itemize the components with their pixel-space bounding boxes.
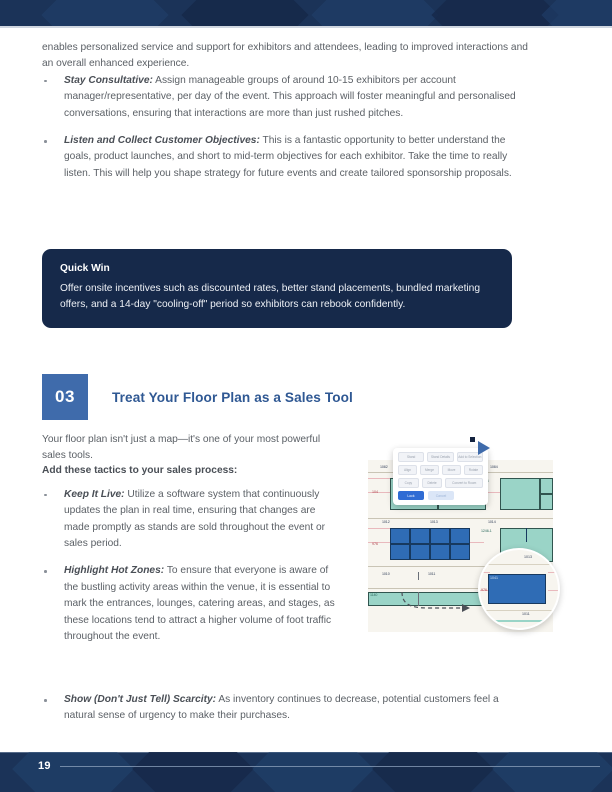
body-content (42, 40, 532, 193)
magnifier-label: 1041 (490, 576, 498, 580)
floorplan-stand (500, 478, 540, 510)
section-tail-bullet (42, 692, 502, 736)
bullet-text: As inventory continues to decrease, potential customers feel a natural sense of urgency to make their purchases. (64, 694, 499, 722)
context-menu-item-convert-to-room[interactable]: Convert to Room (445, 478, 483, 488)
floorplan-label: 1012 (382, 520, 390, 524)
floorplan-gridline (368, 518, 553, 519)
magnifier-gridline (480, 610, 558, 611)
list-item (42, 73, 532, 122)
context-menu-row (398, 465, 483, 475)
header-chevron (541, 0, 612, 26)
floorplan-stand-sold (410, 544, 430, 560)
context-menu-header-row (398, 452, 483, 462)
bullet-text: This is a fantastic opportunity to better understand the goals, product launches, and short to mid-term objectives for each exhibitor. Take the time to really listen. This will help you shape strategy for future events and create tailored sponsorship proposals. (64, 135, 512, 179)
header-decorative-band (0, 0, 612, 26)
section-title: Treat Your Floor Plan as a Sales Tool (112, 389, 353, 405)
list-item (42, 133, 532, 182)
section-heading (42, 374, 353, 420)
floorplan-stand-sold (430, 528, 450, 544)
list-item (42, 487, 342, 553)
header-rule (0, 26, 612, 28)
floorplan-label: 1140 (370, 593, 378, 597)
floorplan-label: 104 (372, 490, 378, 494)
bullet-lead: Highlight Hot Zones: (64, 565, 165, 577)
floorplan-stand-sold (450, 544, 470, 560)
floorplan-divider (418, 572, 419, 580)
bullet-lead: Show (Don't Just Tell) Scarcity: (64, 694, 217, 705)
floorplan-illustration (360, 432, 575, 632)
floorplan-stand-sold (390, 544, 410, 560)
section-subheading: Add these tactics to your sales process: (42, 464, 238, 476)
magnifier-aisle (548, 590, 558, 591)
selection-square-icon (470, 437, 475, 442)
section-bullet-list (42, 487, 342, 646)
floorplan-label: 1082 (380, 465, 388, 469)
page-number: 19 (38, 760, 51, 772)
context-menu-item-move[interactable]: Move (442, 465, 461, 475)
context-menu-item-merge[interactable]: Merge (420, 465, 439, 475)
header-chevron (311, 0, 438, 26)
magnifier-label: 1013 (524, 555, 532, 559)
bullet-text: Assign manageable groups of around 10-15 exhibitors per account manager/representative, per day of the event. This approach will foster meaningful and personalised conversations, ensuring that interactions are more than just rushed pitches. (64, 74, 516, 119)
magnifier-label: 1011 (522, 612, 530, 616)
footer-chevron (492, 752, 612, 792)
magnifier-aisle (548, 572, 558, 573)
list-item (42, 563, 342, 645)
floorplan-stand (540, 494, 553, 510)
bullet-lead: Listen and Collect Customer Objectives: (64, 135, 260, 147)
footer-chevron (12, 752, 134, 792)
quick-win-callout (42, 249, 512, 328)
floorplan-label: 1013 (430, 520, 438, 524)
floorplan-aisle (470, 542, 484, 543)
header-chevron (181, 0, 308, 26)
callout-text: Offer onsite incentives such as discounted rates, better stand placements, bundled marketing offers, and a 14-day "cooling-off" period so exhibitors can rebook confidently. (60, 283, 481, 311)
floorplan-aisle (486, 492, 500, 493)
footer-rule (60, 766, 600, 767)
floorplan-label: 1084 (490, 465, 498, 469)
floorplan-stand (540, 478, 553, 494)
lock-button[interactable]: Lock (398, 491, 424, 500)
top-bullet-list (42, 73, 532, 182)
context-menu-item-copy[interactable]: Copy (398, 478, 419, 488)
dashed-arrow-icon (398, 590, 478, 612)
context-menu-item-rotate[interactable]: Rotate (464, 465, 483, 475)
play-cursor-icon (477, 440, 491, 456)
footer-chevron (372, 752, 494, 792)
floorplan-stand-sold (430, 544, 450, 560)
tail-bullet-list (42, 692, 502, 725)
floorplan-stand-sold (390, 528, 410, 544)
context-chip[interactable]: Stand Details (427, 452, 453, 462)
magnifier-stand (488, 620, 548, 622)
context-menu-actions (398, 491, 483, 500)
context-menu-row (398, 478, 483, 488)
floorplan-aisle (368, 528, 390, 529)
magnifier-aisle (480, 572, 490, 573)
header-chevron (431, 0, 558, 26)
magnifier-gridline (480, 564, 558, 565)
floorplan-label: 1246-1 (481, 529, 492, 533)
cancel-button[interactable]: Cancel (428, 491, 454, 500)
floorplan-label: 1014 (488, 520, 496, 524)
footer-chevron (252, 752, 374, 792)
floorplan-label: 1011 (428, 572, 436, 576)
section-number-badge: 03 (42, 374, 88, 420)
section-intro: Your floor plan isn't just a map—it's one of your most powerful sales tools. (42, 434, 321, 462)
bullet-lead: Stay Consultative: (64, 74, 153, 86)
floorplan-stand-sold (450, 528, 470, 544)
magnifier-label: 976 (481, 588, 487, 592)
context-menu-item-delete[interactable]: Delete (422, 478, 443, 488)
callout-title: Quick Win (60, 263, 110, 274)
floorplan-label: 976 (372, 542, 378, 546)
header-chevron (41, 0, 168, 26)
floorplan-label: 1010 (382, 572, 390, 576)
footer-decorative-band (0, 752, 612, 792)
context-chip[interactable]: Stand (398, 452, 424, 462)
bullet-lead: Keep It Live: (64, 488, 125, 500)
floorplan-context-menu[interactable] (393, 448, 488, 505)
continued-paragraph: enables personalized service and support for exhibitors and attendees, leading to improved interactions and an overall enhanced experience. (42, 42, 528, 70)
floorplan-aisle (368, 478, 390, 479)
context-menu-item-align[interactable]: Align (398, 465, 417, 475)
bullet-text: Utilize a software system that continuously updates the plan in real time, ensuring that changes are made promptly as stands are sold throughout the event or sales period. (64, 488, 326, 550)
floorplan-stand-sold (410, 528, 430, 544)
list-item (42, 692, 502, 725)
floorplan-magnifier (478, 548, 560, 630)
footer-chevron (132, 752, 254, 792)
floorplan-divider (526, 528, 527, 542)
context-chip[interactable]: Add to Selection (457, 452, 483, 462)
section-body-column (42, 432, 342, 656)
bullet-text: To ensure that everyone is aware of the bustling activity areas within the venue, it is essential to mark the entrances, lounges, catering areas, and stages, as these locations tend to attract a higher volume of foot traffic throughout the event. (64, 565, 335, 643)
